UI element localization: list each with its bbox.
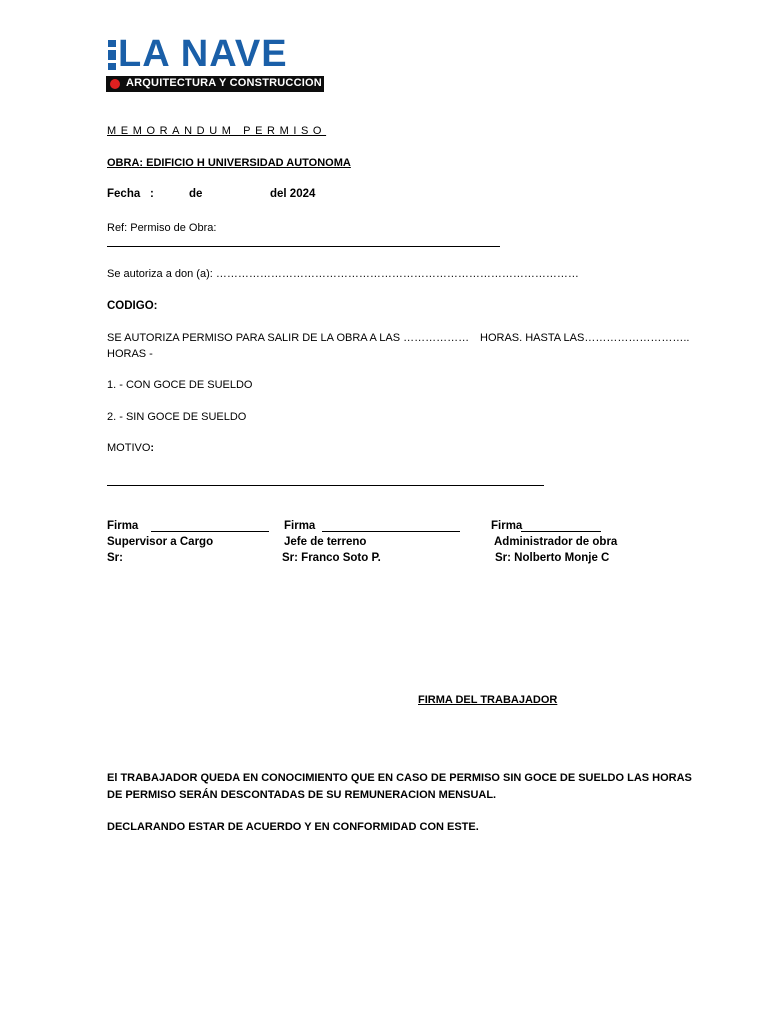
permiso-line-b: HORAS. HASTA LAS……………………….. — [480, 332, 690, 344]
fecha-colon: : — [150, 188, 154, 200]
administrador-role: Administrador de obra — [494, 536, 618, 548]
logo-tagline-bar — [106, 76, 324, 92]
fecha-del: del 2024 — [270, 188, 316, 200]
jefe-role: Jefe de terreno — [284, 536, 367, 548]
firma-label-3: Firma — [491, 520, 523, 532]
permiso-line-2: HORAS - — [107, 348, 153, 360]
logo-name: LA NAVE — [118, 33, 288, 75]
logo-red-dot — [110, 79, 120, 89]
logo-wordmark — [106, 33, 324, 75]
memo-title: MEMORANDUM PERMISO — [107, 125, 327, 137]
permiso-line-a: SE AUTORIZA PERMISO PARA SALIR DE LA OBRA A LAS ……………… — [107, 332, 470, 344]
notice-line-2: DE PERMISO SERÁN DESCONTADAS DE SU REMUNERACION MENSUAL. — [107, 789, 497, 801]
jefe-name: Sr: Franco Soto P. — [282, 552, 381, 564]
firma-line-2 — [322, 531, 460, 532]
ref-underline — [107, 246, 500, 247]
autoriza-line: Se autoriza a don (a): ……………………………………………………………………………………… — [107, 268, 579, 280]
firma-label-1: Firma — [107, 520, 139, 532]
notice-line-3: DECLARANDO ESTAR DE ACUERDO Y EN CONFORMIDAD CON ESTE. — [107, 821, 479, 833]
motivo-label — [107, 442, 154, 454]
administrador-name: Sr: Nolberto Monje C — [495, 552, 610, 564]
supervisor-name: Sr: — [107, 552, 123, 564]
codigo-label: CODIGO: — [107, 300, 158, 312]
worker-signature-label: FIRMA DEL TRABAJADOR — [418, 694, 558, 706]
option-sin-goce: 2. - SIN GOCE DE SUELDO — [107, 411, 247, 423]
obra-line: OBRA: EDIFICIO H UNIVERSIDAD AUTONOMA — [107, 157, 351, 169]
firma-label-2: Firma — [284, 520, 316, 532]
ref-label: Ref: Permiso de Obra: — [107, 222, 217, 234]
motivo-colon: : — [150, 442, 155, 454]
company-logo — [106, 33, 324, 92]
firma-line-1 — [151, 531, 269, 532]
fecha-de: de — [189, 188, 203, 200]
motivo-text: MOTIVO — [107, 442, 151, 454]
logo-tagline: ARQUITECTURA Y CONSTRUCCION — [126, 77, 322, 89]
supervisor-role: Supervisor a Cargo — [107, 536, 214, 548]
firma-line-3 — [521, 531, 601, 532]
logo-colon-mark — [108, 40, 116, 72]
fecha-label: Fecha — [107, 188, 141, 200]
option-con-goce: 1. - CON GOCE DE SUELDO — [107, 379, 253, 391]
motivo-underline — [107, 485, 544, 486]
notice-line-1: El TRABAJADOR QUEDA EN CONOCIMIENTO QUE EN CASO DE PERMISO SIN GOCE DE SUELDO LAS HORAS — [107, 772, 692, 784]
